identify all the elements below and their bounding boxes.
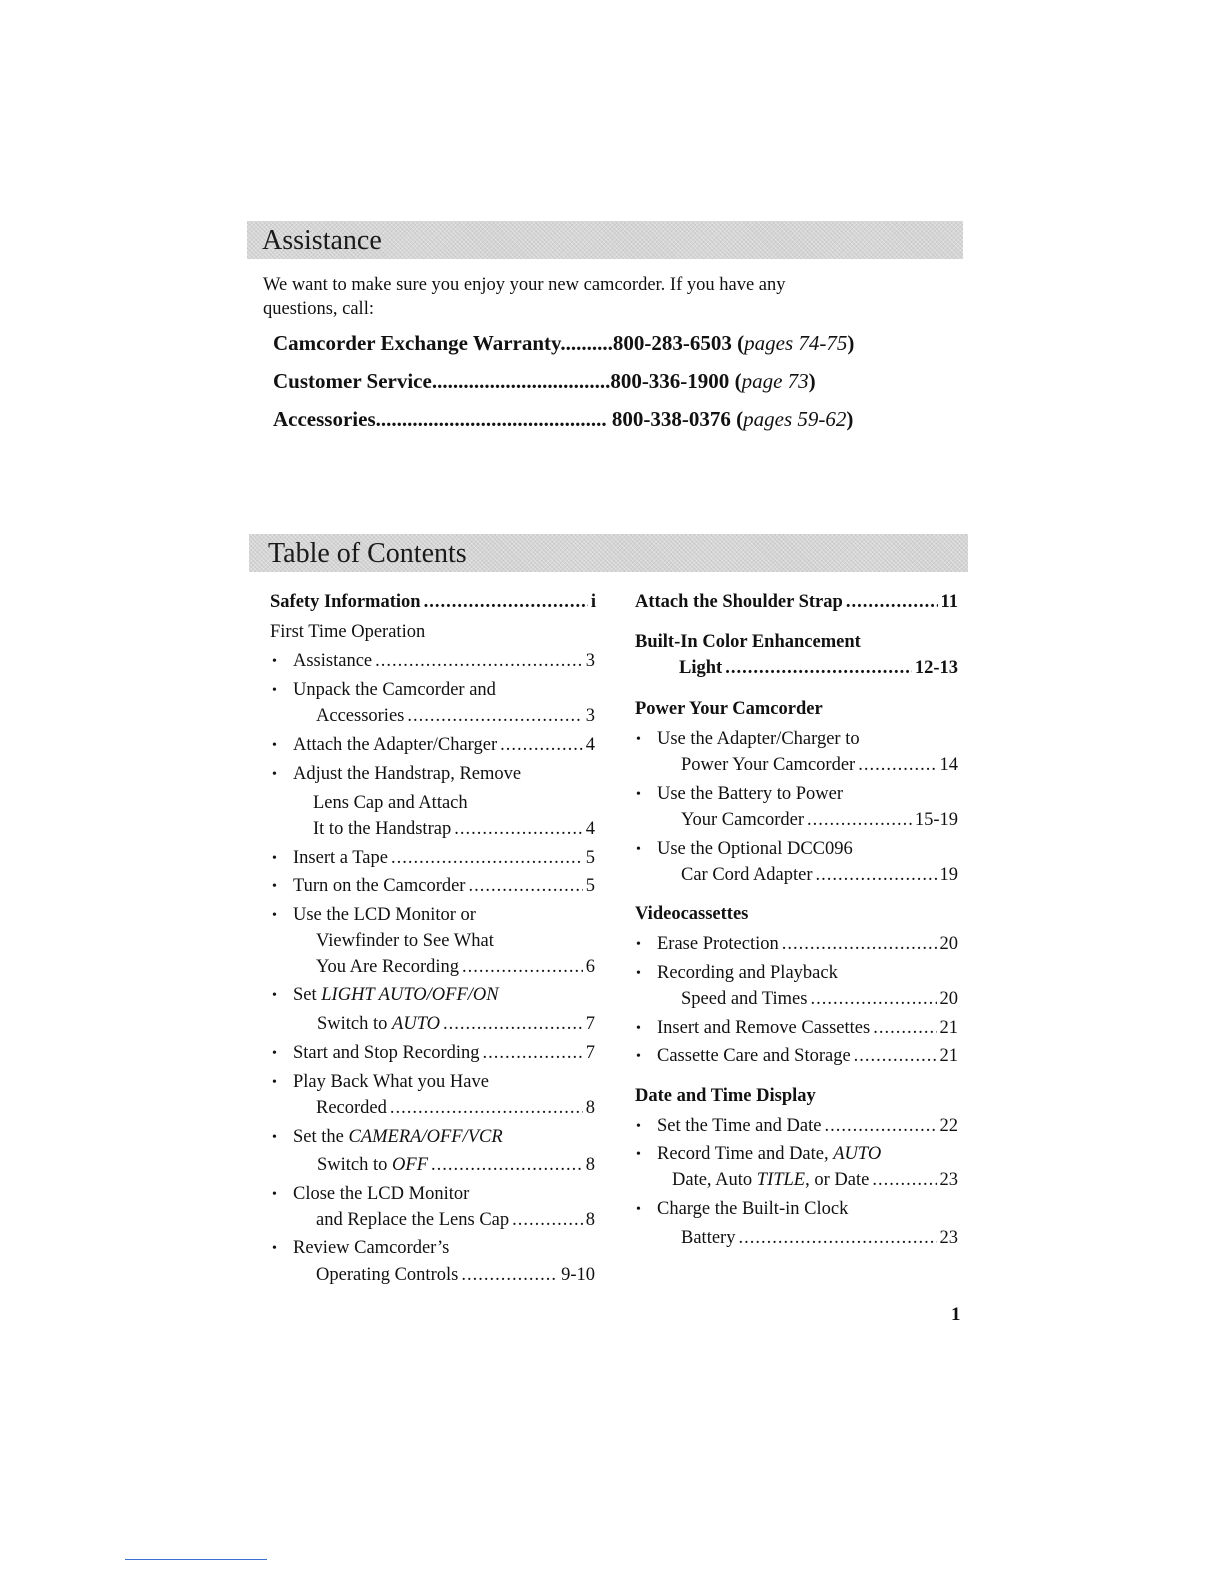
assistance-heading: Assistance <box>262 225 382 256</box>
toc-entry-dcc-adapter: Car Cord Adapter ..... 19 <box>681 866 958 885</box>
toc-entry-camera-off: Switch to OFF ..... 8 <box>317 1156 595 1175</box>
toc-entry-rec-play-speed: Speed and Times ..... 20 <box>681 990 958 1009</box>
toc-heading: Table of Contents <box>268 538 467 569</box>
contact-label: Accessories <box>273 407 376 431</box>
toc-entry-battery: Use the Battery to Power <box>657 784 843 804</box>
toc-entry-camera-switch: Set the CAMERA/OFF/VCR <box>293 1127 503 1147</box>
contact-label: Customer Service <box>273 369 432 393</box>
toc-entry-review: Review Camcorder’s <box>293 1238 450 1258</box>
bullet: • <box>272 988 277 1003</box>
bullet: • <box>636 1049 641 1064</box>
toc-entry-adjust: Adjust the Handstrap, Remove <box>293 764 522 784</box>
toc-entry-shoulder-strap: Attach the Shoulder Strap ..... 11 <box>635 593 958 612</box>
toc-section-videocassettes: Videocassettes <box>635 904 749 924</box>
toc-entry-attach-adapter: Attach the Adapter/Charger ..... 4 <box>293 736 595 755</box>
toc-entry-insert-remove: Insert and Remove Cassettes ..... 21 <box>657 1019 958 1038</box>
bullet: • <box>636 732 641 747</box>
contact-pages: pages 74-75 <box>744 331 848 355</box>
bullet: • <box>272 1187 277 1202</box>
toc-entry-adjust-line2: Lens Cap and Attach <box>313 793 468 813</box>
contact-phone: 800-338-0376 <box>611 407 731 431</box>
bullet: • <box>272 1075 277 1090</box>
toc-entry-lcd-recording: You Are Recording ..... 6 <box>316 958 595 977</box>
toc-entry-use-adapter-power: Power Your Camcorder ..... 14 <box>681 756 958 775</box>
toc-entry-review-controls: Operating Controls ..... 9-10 <box>316 1266 595 1285</box>
toc-entry-playback: Play Back What you Have <box>293 1072 489 1092</box>
toc-entry-lcd: Use the LCD Monitor or <box>293 905 476 925</box>
bullet: • <box>636 1147 641 1162</box>
bullet: • <box>636 966 641 981</box>
contact-pages: pages 59-62 <box>743 407 847 431</box>
bullet: • <box>272 879 277 894</box>
toc-entry-start-stop: Start and Stop Recording ..... 7 <box>293 1044 595 1063</box>
toc-entry-light-auto: Switch to AUTO ..... 7 <box>317 1015 595 1034</box>
toc-entry-dcc: Use the Optional DCC096 <box>657 839 853 859</box>
assistance-intro: We want to make sure you enjoy your new camcorder. If you have any questions, call: <box>263 275 786 319</box>
bullet: • <box>272 654 277 669</box>
bullet: • <box>272 683 277 698</box>
toc-entry-close-lcd: Close the LCD Monitor <box>293 1184 470 1204</box>
toc-entry-insert-tape: Insert a Tape ..... 5 <box>293 849 595 868</box>
footer-rule <box>125 1559 267 1560</box>
toc-entry-safety: Safety Information ..... i <box>270 593 596 612</box>
contact-label: Camcorder Exchange Warranty <box>273 331 561 355</box>
contact-phone: 800-283-6503 <box>612 331 732 355</box>
contact-warranty: Camcorder Exchange Warranty..........800-283-6503 (pages 74-75) <box>273 331 855 355</box>
contact-pages: page 73 <box>741 369 809 393</box>
bullet: • <box>636 842 641 857</box>
bullet: • <box>636 1021 641 1036</box>
toc-entry-use-adapter: Use the Adapter/Charger to <box>657 729 860 749</box>
toc-entry-record-time: Record Time and Date, AUTO <box>657 1144 882 1164</box>
toc-entry-set-time: Set the Time and Date ..... 22 <box>657 1117 958 1136</box>
toc-entry-builtin-light-page: Light ..... 12-13 <box>679 659 958 678</box>
bullet: • <box>636 787 641 802</box>
toc-entry-close-lcd-lens: and Replace the Lens Cap ..... 8 <box>316 1211 595 1230</box>
toc-entry-turn-on: Turn on the Camcorder ..... 5 <box>293 877 595 896</box>
toc-entry-care: Cassette Care and Storage ..... 21 <box>657 1047 958 1066</box>
toc-entry-adjust-handstrap: It to the Handstrap ..... 4 <box>313 820 595 839</box>
toc-entry-battery-camcorder: Your Camcorder ..... 15-19 <box>681 811 958 830</box>
toc-entry-assistance: Assistance ..... 3 <box>293 652 595 671</box>
toc-entry-builtin-light: Built-In Color Enhancement <box>635 632 861 652</box>
bullet: • <box>636 1202 641 1217</box>
toc-entry-charge-battery: Battery ..... 23 <box>681 1229 958 1248</box>
bullet: • <box>272 1241 277 1256</box>
toc-entry-playback-recorded: Recorded ..... 8 <box>316 1099 595 1118</box>
toc-entry-rec-play: Recording and Playback <box>657 963 838 983</box>
bullet: • <box>272 1130 277 1145</box>
page-number: 1 <box>951 1304 961 1325</box>
bullet: • <box>272 1046 277 1061</box>
bullet: • <box>272 851 277 866</box>
toc-entry-light-switch: Set LIGHT AUTO/OFF/ON <box>293 985 499 1005</box>
contact-accessories: Accessories............................................ 800-338-0376 (pages 59-62) <box>273 407 854 431</box>
bullet: • <box>636 937 641 952</box>
contact-customer-service: Customer Service..................................800-336-1900 (page 73) <box>273 369 816 393</box>
toc-entry-charge: Charge the Built-in Clock <box>657 1199 849 1219</box>
toc-entry-unpack-accessories: Accessories ..... 3 <box>316 707 595 726</box>
bullet: • <box>636 1119 641 1134</box>
toc-section-datetime: Date and Time Display <box>635 1086 816 1106</box>
bullet: • <box>272 908 277 923</box>
toc-entry-unpack: Unpack the Camcorder and <box>293 680 496 700</box>
toc-section-power: Power Your Camcorder <box>635 699 823 719</box>
toc-section-first-time: First Time Operation <box>270 622 426 642</box>
contact-phone: 800-336-1900 <box>610 369 730 393</box>
bullet: • <box>272 767 277 782</box>
bullet: • <box>272 738 277 753</box>
toc-entry-lcd-line2: Viewfinder to See What <box>316 931 494 951</box>
toc-entry-erase: Erase Protection ..... 20 <box>657 935 958 954</box>
toc-entry-record-title: Date, Auto TITLE, or Date ..... 23 <box>672 1171 958 1190</box>
